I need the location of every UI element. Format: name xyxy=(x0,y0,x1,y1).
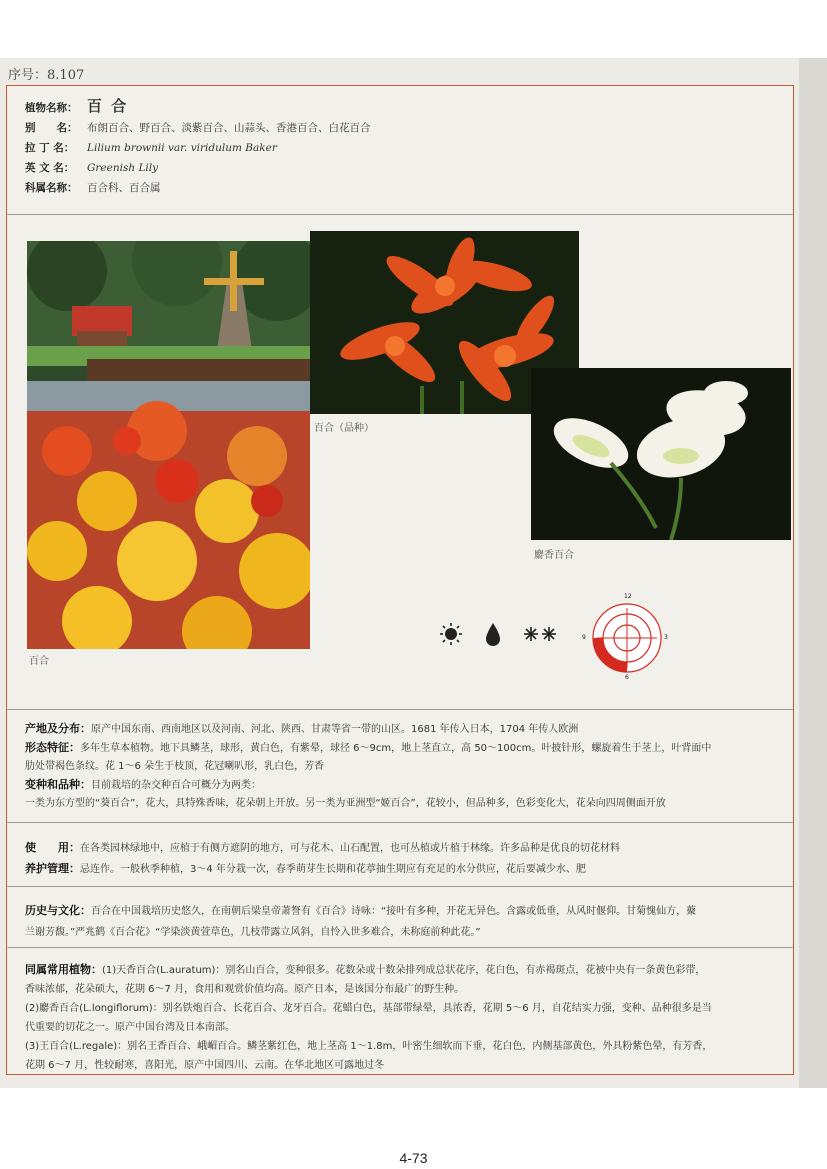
english-value: Greenish Lily xyxy=(87,162,159,174)
alias-row: 别 名： 布朗百合、野百合、淡紫百合、山蒜头、香港百合、白花百合 xyxy=(25,122,371,134)
varieties-row-cont: 一类为东方型的“葵百合”，花大，具特殊香味，花朵朝上开放。另一类为亚洲型“姬百合”，花较小，但品种多，色彩变化大，花朵向四周侧面开放 xyxy=(25,798,666,809)
adjacent-page-edge xyxy=(799,58,827,1088)
divider xyxy=(7,214,793,215)
care-row: 养护管理：忌连作。一般秋季种植，3～4 年分栽一次，春季萌芽生长期和花葶抽生期应有充足的水分供应，花后要减少水、肥 xyxy=(25,862,586,875)
english-row: 英 文 名： Greenish Lily xyxy=(25,162,159,174)
related-row-1-cont: 香味浓郁，花朵硕大，花期 6～7 月，食用和观赏价值均高。原产日本，是该国分布最广的野生种。 xyxy=(25,984,465,995)
distribution-row: 产地及分布：原产中国东南、西南地区以及河南、河北、陕西、甘肃等省一带的山区。1681 年传入日本，1704 年传人欧洲 xyxy=(25,722,579,735)
morphology-row-cont: 肋处带褐色条纹。花 1～6 朵生于枝顶，花冠喇叭形，乳白色，芳香 xyxy=(25,761,325,772)
history-row-cont: 兰谢芳馥。”严兆鹤《百合花》“学染淡黄萱草色，几枝带露立风斜，自怜入世多难合，未称庭前种此花。” xyxy=(25,927,481,938)
sequence-value: 8.107 xyxy=(47,68,85,83)
history-block xyxy=(25,900,795,943)
divider xyxy=(7,886,793,887)
growth-icons xyxy=(439,593,679,682)
morphology-row: 形态特征：多年生草本植物。地下具鳞茎，球形，黄白色，有紫晕，球径 6～9cm，地上茎直立，高 50～100cm。叶披针形，螺旋着生于茎上，叶背面中 xyxy=(25,741,712,754)
related-species-block xyxy=(25,960,795,1075)
page-number: 4-73 xyxy=(399,1150,428,1166)
related-row-2: (2)麝香百合(L.longiflorum)：别名铁炮百合、长花百合、龙牙百合。花蜡白色，基部带绿晕，具浓香，花期 5～6 月，自花结实力强，变种、品种很多是当 xyxy=(25,1003,712,1014)
caption-variety: 百合（品种） xyxy=(314,423,374,434)
sun-icon xyxy=(440,623,462,645)
dial-12: 12 xyxy=(624,593,632,600)
divider xyxy=(7,822,793,823)
related-row-2-cont: 代重要的切花之一。原产中国台湾及日本南部。 xyxy=(25,1022,235,1033)
water-drop-icon xyxy=(486,623,500,646)
snowflake-icon xyxy=(524,627,556,641)
white-lily-photo xyxy=(531,368,791,540)
related-row-1: 同属常用植物：(1)天香百合(L.auratum)：别名山百合，变种很多。花数朵或十数朵排列成总状花序，花白色，有赤褐斑点，花被中央有一条黄色彩带， xyxy=(25,963,706,976)
divider xyxy=(7,947,793,948)
history-row: 历史与文化：百合在中国栽培历史悠久，在南朝后梁皇帝萧詧有《百合》诗咏：“接叶有多种，开花无异色。含露或低垂，从风时偃仰。甘菊愧仙方，藂 xyxy=(25,904,697,917)
description-block xyxy=(25,720,795,813)
related-row-3: (3)王百合(L.regale)：别名王香百合、峨嵋百合。鳞茎紫红色，地上茎高 1～1.8m，叶密生细软而下垂，花白色，内侧基部黄色，外具粉紫色晕，有芳香， xyxy=(25,1041,713,1052)
dial-6: 6 xyxy=(625,674,629,681)
flowering-calendar-icon xyxy=(593,604,661,672)
latin-value: Lilium brownii var. viridulum Baker xyxy=(87,142,277,154)
sequence-number xyxy=(8,64,84,83)
divider xyxy=(7,709,793,710)
sequence-label: 序号： xyxy=(8,68,48,83)
alias-value: 布朗百合、野百合、淡紫百合、山蒜头、香港百合、白花百合 xyxy=(87,122,371,134)
plant-info-block xyxy=(25,96,371,198)
usage-block xyxy=(25,838,795,880)
varieties-row: 变种和品种：目前栽培的杂交种百合可概分为两类： xyxy=(25,778,261,791)
related-row-3-cont: 花期 6～7 月，性较耐寒，喜阳光，原产中国四川、云南。在华北地区可露地过冬 xyxy=(25,1060,385,1071)
plant-card xyxy=(6,85,794,1075)
family-row: 科属名称： 百合科、百合属 xyxy=(25,182,161,194)
dial-3: 3 xyxy=(664,634,668,641)
caption-main: 百合 xyxy=(29,656,49,667)
lily-garden-photo xyxy=(27,241,310,649)
latin-row: 拉 丁 名： Lilium brownii var. viridulum Baker xyxy=(25,142,277,154)
plant-name: 百 合 xyxy=(87,97,129,115)
dial-9: 9 xyxy=(582,634,586,641)
plant-name-row: 植物名称： 百 合 xyxy=(25,97,129,115)
caption-longiflorum: 麝香百合 xyxy=(534,550,574,561)
family-value: 百合科、百合属 xyxy=(87,182,161,194)
usage-row: 使 用：在各类园林绿地中，应植于有侧方遮阴的地方，可与花木、山石配置，也可丛植或片植于林缘。许多品种是优良的切花材料 xyxy=(25,841,620,854)
